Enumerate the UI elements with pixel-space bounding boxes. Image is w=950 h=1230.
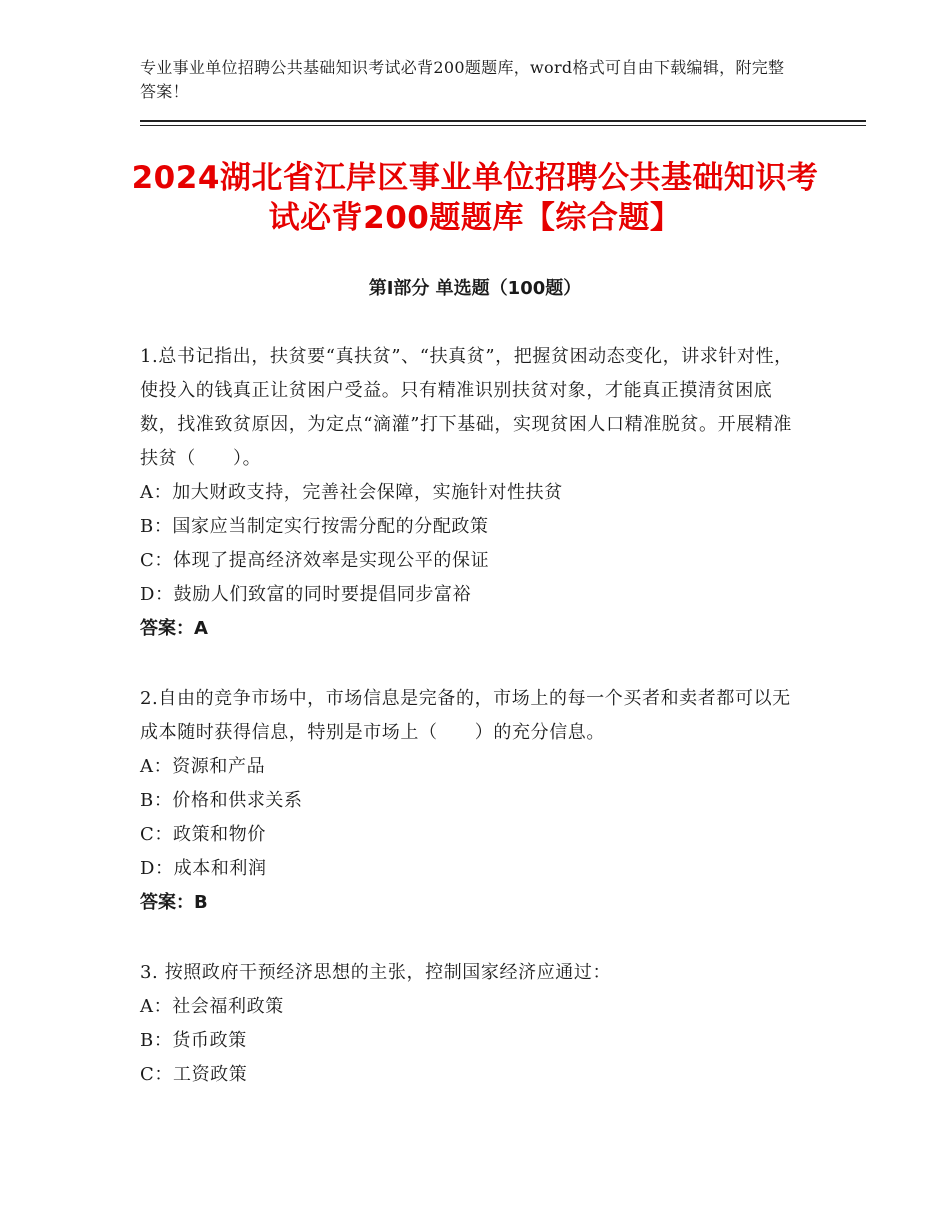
option-c: C：政策和物价 <box>140 824 266 845</box>
question-stem: 2.自由的竞争市场中，市场信息是完备的，市场上的每一个买者和卖者都可以无成本随时获得信息，特别是市场上（ ）的充分信息。 <box>140 688 791 743</box>
option-b: B：价格和供求关系 <box>140 790 303 811</box>
option-c: C：体现了提高经济效率是实现公平的保证 <box>140 550 490 571</box>
question-stem: 1.总书记指出，扶贫要“真扶贫”、“扶真贫”，把握贫困动态变化，讲求针对性，使投入的钱真正让贫困户受益。只有精准识别扶贫对象，才能真正摸清贫困底数，找准致贫原因，为定点“滴灌”打下基础，实现贫困人口精准脱贫。开展精准扶贫（ ）。 <box>140 346 793 469</box>
question-stem: 3. 按照政府干预经济思想的主张，控制国家经济应通过： <box>140 962 612 983</box>
option-d: D：鼓励人们致富的同时要提倡同步富裕 <box>140 584 472 605</box>
header-note: 专业事业单位招聘公共基础知识考试必背200题题库，word格式可自由下载编辑，附完整答案！ <box>140 58 785 101</box>
question-3 <box>140 956 800 1092</box>
option-a: A：社会福利政策 <box>140 996 284 1017</box>
section-heading: 第Ⅰ部分 单选题（100题） <box>368 278 582 299</box>
option-b: B：国家应当制定实行按需分配的分配政策 <box>140 516 489 537</box>
option-c: C：工资政策 <box>140 1064 248 1085</box>
answer-label: 答案：A <box>140 618 208 639</box>
option-b: B：货币政策 <box>140 1030 247 1051</box>
header-rule-thick <box>140 120 866 122</box>
document-title: 2024湖北省江岸区事业单位招聘公共基础知识考试必背200题题库【综合题】 <box>131 160 819 236</box>
header-rule-thin <box>140 125 866 126</box>
option-a: A：加大财政支持，完善社会保障，实施针对性扶贫 <box>140 482 563 503</box>
answer-label: 答案：B <box>140 892 208 913</box>
option-d: D：成本和利润 <box>140 858 267 879</box>
question-1 <box>140 340 800 646</box>
question-2 <box>140 682 800 920</box>
option-a: A：资源和产品 <box>140 756 266 777</box>
